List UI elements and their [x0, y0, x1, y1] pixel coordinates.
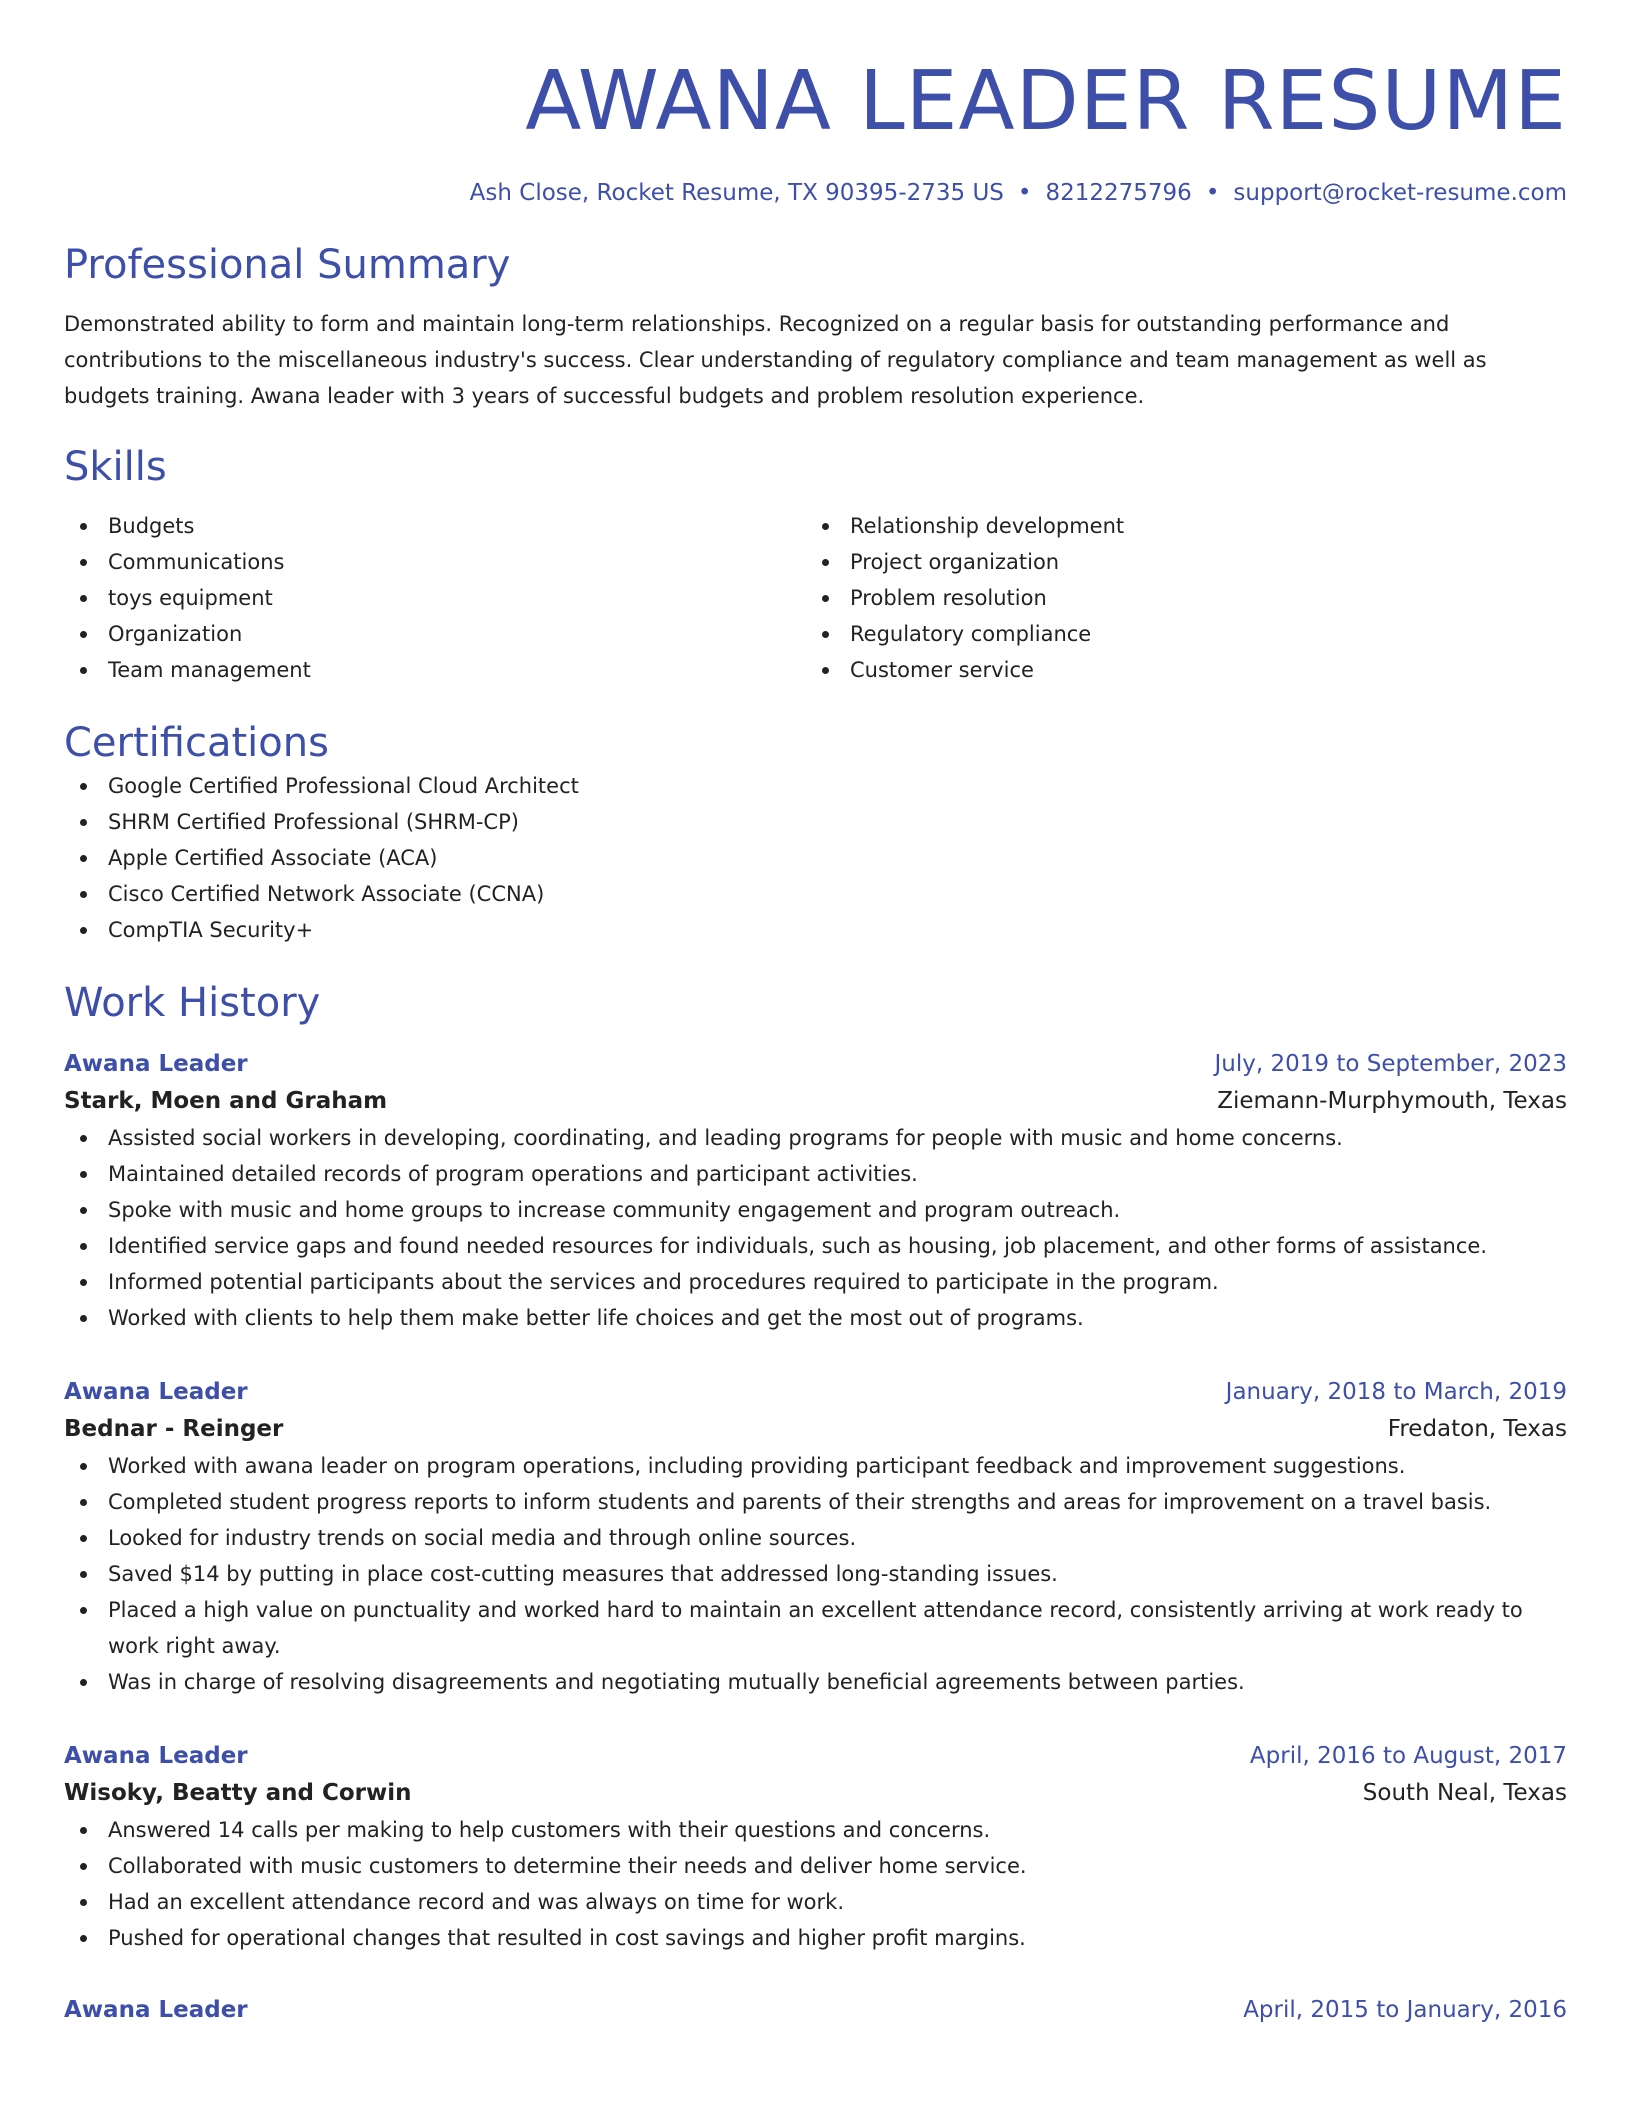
certification-item: Apple Certified Associate (ACA) — [64, 840, 1567, 876]
skill-item: Customer service — [806, 652, 1548, 688]
job-bullet: Placed a high value on punctuality and worked hard to maintain an excellent attendance record, consistently arriving at work ready to work right away. — [64, 1592, 1567, 1664]
job-company: Wisoky, Beatty and Corwin — [64, 1780, 412, 1806]
job-entry — [64, 1046, 1567, 1336]
skills-heading: Skills — [64, 444, 167, 490]
job-location: Ziemann-Murphymouth, Texas — [1217, 1088, 1567, 1114]
skills-column-right — [806, 508, 1548, 688]
skill-item: toys equipment — [64, 580, 806, 616]
summary-heading: Professional Summary — [64, 242, 511, 288]
skill-item: Project organization — [806, 544, 1548, 580]
certification-item: Google Certified Professional Cloud Architect — [64, 768, 1567, 804]
contact-line — [64, 178, 1567, 208]
certification-item: SHRM Certified Professional (SHRM-CP) — [64, 804, 1567, 840]
job-bullet: Had an excellent attendance record and was always on time for work. — [64, 1884, 1567, 1920]
job-dates: July, 2019 to September, 2023 — [1214, 1051, 1567, 1077]
job-company-row — [64, 1082, 1567, 1120]
job-bullet: Looked for industry trends on social media and through online sources. — [64, 1520, 1567, 1556]
job-bullet: Worked with awana leader on program operations, including providing participant feedback and improvement suggestions. — [64, 1448, 1567, 1484]
job-entry — [64, 1738, 1567, 1956]
certifications-list — [64, 768, 1567, 948]
contact-separator: • — [1017, 180, 1032, 206]
job-company-row — [64, 1410, 1567, 1448]
job-bullets — [64, 1812, 1567, 1956]
job-title: Awana Leader — [64, 1743, 248, 1769]
job-bullet: Informed potential participants about the services and procedures required to participate in the program. — [64, 1264, 1567, 1300]
job-header-row-partial — [64, 1992, 1567, 2028]
job-company: Bednar - Reinger — [64, 1416, 284, 1442]
work-history-heading: Work History — [64, 980, 321, 1026]
job-company: Stark, Moen and Graham — [64, 1088, 388, 1114]
job-title: Awana Leader — [64, 1997, 248, 2023]
job-bullet: Collaborated with music customers to determine their needs and deliver home service. — [64, 1848, 1567, 1884]
contact-phone: 8212275796 — [1045, 180, 1192, 206]
resume-page — [64, 0, 1567, 2028]
job-company-row — [64, 1774, 1567, 1812]
skills-column-left — [64, 508, 806, 688]
job-bullet: Assisted social workers in developing, coordinating, and leading programs for people with music and home concerns. — [64, 1120, 1567, 1156]
skill-item: Budgets — [64, 508, 806, 544]
skill-item: Team management — [64, 652, 806, 688]
summary-text: Demonstrated ability to form and maintain long-term relationships. Recognized on a regular basis for outstanding performance and contributions to the miscellaneous industry's success. Clear understanding of regulatory compliance and team management as well as budgets training. Awana leader with 3 years of successful budgets and problem resolution experience. — [64, 312, 1487, 408]
job-bullet: Completed student progress reports to inform students and parents of their strengths and areas for improvement on a travel basis. — [64, 1484, 1567, 1520]
job-header-row — [64, 1046, 1567, 1082]
job-bullet: Pushed for operational changes that resulted in cost savings and higher profit margins. — [64, 1920, 1567, 1956]
job-dates: April, 2016 to August, 2017 — [1249, 1743, 1567, 1769]
skill-item: Communications — [64, 544, 806, 580]
resume-title: AWANA LEADER RESUME — [525, 54, 1567, 149]
certifications-heading: Certifications — [64, 720, 329, 766]
contact-separator: • — [1205, 180, 1220, 206]
job-location: South Neal, Texas — [1362, 1780, 1567, 1806]
job-bullet: Worked with clients to help them make better life choices and get the most out of programs. — [64, 1300, 1567, 1336]
job-location: Fredaton, Texas — [1387, 1416, 1567, 1442]
contact-address: Ash Close, Rocket Resume, TX 90395-2735 US — [469, 180, 1004, 206]
job-bullets — [64, 1448, 1567, 1700]
skill-item: Regulatory compliance — [806, 616, 1548, 652]
skills-grid — [64, 508, 1567, 688]
skills-list-left — [64, 508, 806, 688]
job-bullet: Answered 14 calls per making to help customers with their questions and concerns. — [64, 1812, 1567, 1848]
job-title: Awana Leader — [64, 1379, 248, 1405]
job-bullet: Saved $14 by putting in place cost-cutting measures that addressed long-standing issues. — [64, 1556, 1567, 1592]
job-bullet: Maintained detailed records of program operations and participant activities. — [64, 1156, 1567, 1192]
job-header-row — [64, 1374, 1567, 1410]
skills-list-right — [806, 508, 1548, 688]
certification-item: Cisco Certified Network Associate (CCNA) — [64, 876, 1567, 912]
job-dates: January, 2018 to March, 2019 — [1225, 1379, 1567, 1405]
job-bullets — [64, 1120, 1567, 1336]
job-entry — [64, 1374, 1567, 1700]
certification-item: CompTIA Security+ — [64, 912, 1567, 948]
contact-email: support@rocket-resume.com — [1233, 180, 1567, 206]
job-bullet: Identified service gaps and found needed resources for individuals, such as housing, job placement, and other forms of assistance. — [64, 1228, 1567, 1264]
job-title: Awana Leader — [64, 1051, 248, 1077]
skill-item: Problem resolution — [806, 580, 1548, 616]
job-bullet: Spoke with music and home groups to increase community engagement and program outreach. — [64, 1192, 1567, 1228]
job-bullet: Was in charge of resolving disagreements and negotiating mutually beneficial agreements between parties. — [64, 1664, 1567, 1700]
job-header-row — [64, 1738, 1567, 1774]
job-dates: April, 2015 to January, 2016 — [1243, 1997, 1567, 2023]
skill-item: Relationship development — [806, 508, 1548, 544]
skill-item: Organization — [64, 616, 806, 652]
